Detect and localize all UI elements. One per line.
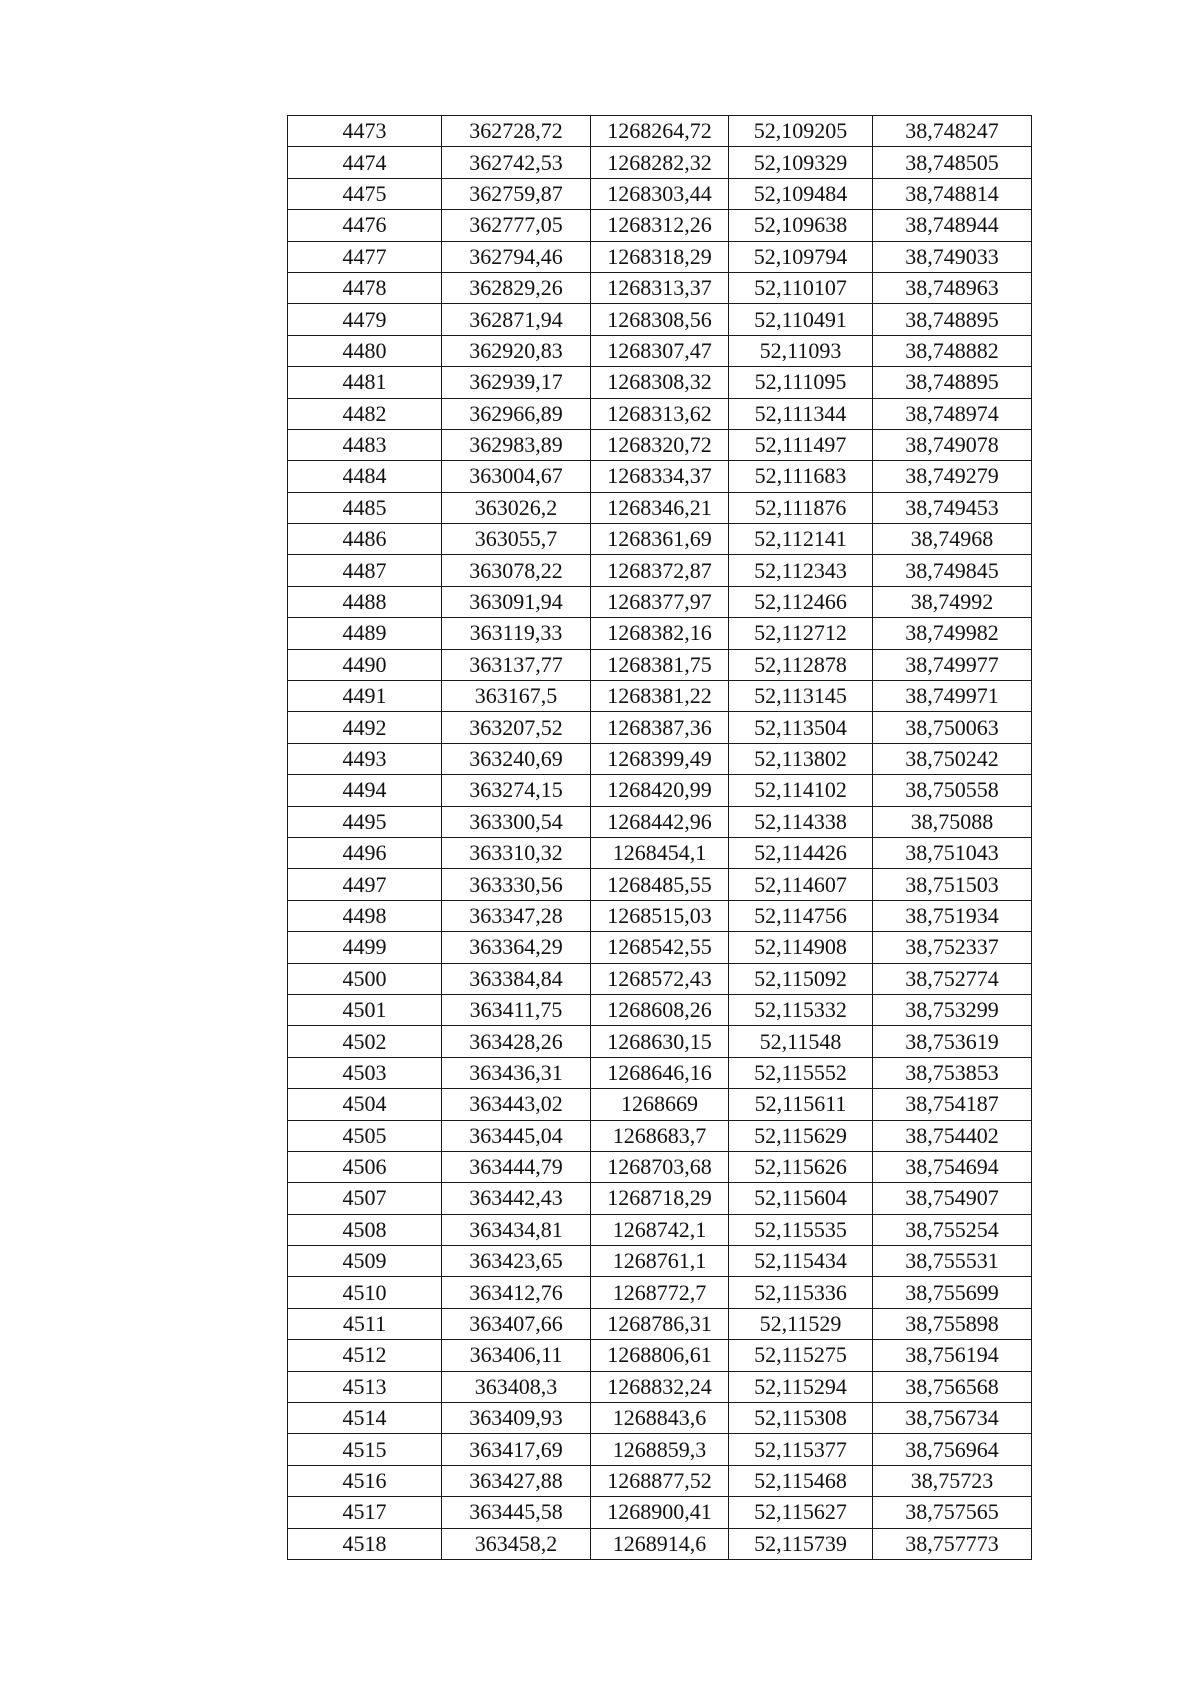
table-row: [288, 681, 1032, 712]
cell-latitude: 52,115294: [729, 1371, 873, 1402]
cell-x-coordinate: 363310,32: [442, 837, 591, 868]
table-row: [288, 1214, 1032, 1245]
cell-point-number: 4485: [288, 492, 442, 523]
cell-latitude: 52,114908: [729, 932, 873, 963]
cell-point-number: 4498: [288, 900, 442, 931]
cell-y-coordinate: 1268859,3: [591, 1434, 729, 1465]
table-row: [288, 1120, 1032, 1151]
cell-point-number: 4507: [288, 1183, 442, 1214]
cell-longitude: 38,757773: [873, 1528, 1032, 1559]
cell-point-number: 4490: [288, 649, 442, 680]
cell-longitude: 38,748895: [873, 304, 1032, 335]
cell-y-coordinate: 1268308,56: [591, 304, 729, 335]
cell-point-number: 4506: [288, 1151, 442, 1182]
table-row: [288, 963, 1032, 994]
cell-x-coordinate: 363434,81: [442, 1214, 591, 1245]
cell-point-number: 4502: [288, 1026, 442, 1057]
cell-x-coordinate: 363412,76: [442, 1277, 591, 1308]
cell-latitude: 52,114338: [729, 806, 873, 837]
cell-point-number: 4501: [288, 994, 442, 1025]
table-row: [288, 1277, 1032, 1308]
cell-y-coordinate: 1268914,6: [591, 1528, 729, 1559]
table-row: [288, 837, 1032, 868]
table-row: [288, 492, 1032, 523]
cell-y-coordinate: 1268377,97: [591, 586, 729, 617]
cell-point-number: 4494: [288, 775, 442, 806]
cell-x-coordinate: 363119,33: [442, 618, 591, 649]
cell-y-coordinate: 1268399,49: [591, 743, 729, 774]
table-row: [288, 461, 1032, 492]
cell-x-coordinate: 363409,93: [442, 1403, 591, 1434]
cell-x-coordinate: 363078,22: [442, 555, 591, 586]
cell-x-coordinate: 363004,67: [442, 461, 591, 492]
cell-point-number: 4480: [288, 335, 442, 366]
cell-point-number: 4491: [288, 681, 442, 712]
cell-latitude: 52,115377: [729, 1434, 873, 1465]
table-row: [288, 900, 1032, 931]
table-row: [288, 524, 1032, 555]
cell-latitude: 52,113504: [729, 712, 873, 743]
cell-y-coordinate: 1268832,24: [591, 1371, 729, 1402]
cell-longitude: 38,751934: [873, 900, 1032, 931]
cell-longitude: 38,748247: [873, 116, 1032, 147]
coordinates-table: [287, 115, 1032, 1560]
cell-y-coordinate: 1268683,7: [591, 1120, 729, 1151]
cell-point-number: 4489: [288, 618, 442, 649]
cell-y-coordinate: 1268542,55: [591, 932, 729, 963]
table-row: [288, 1465, 1032, 1496]
cell-y-coordinate: 1268900,41: [591, 1497, 729, 1528]
cell-latitude: 52,111095: [729, 367, 873, 398]
cell-x-coordinate: 362829,26: [442, 272, 591, 303]
cell-x-coordinate: 362939,17: [442, 367, 591, 398]
cell-latitude: 52,114756: [729, 900, 873, 931]
cell-latitude: 52,111876: [729, 492, 873, 523]
cell-x-coordinate: 362920,83: [442, 335, 591, 366]
cell-y-coordinate: 1268318,29: [591, 241, 729, 272]
cell-point-number: 4496: [288, 837, 442, 868]
cell-latitude: 52,115468: [729, 1465, 873, 1496]
cell-longitude: 38,74968: [873, 524, 1032, 555]
table-row: [288, 1089, 1032, 1120]
cell-latitude: 52,111683: [729, 461, 873, 492]
cell-x-coordinate: 363443,02: [442, 1089, 591, 1120]
cell-x-coordinate: 363026,2: [442, 492, 591, 523]
cell-y-coordinate: 1268454,1: [591, 837, 729, 868]
cell-y-coordinate: 1268772,7: [591, 1277, 729, 1308]
cell-point-number: 4495: [288, 806, 442, 837]
cell-y-coordinate: 1268485,55: [591, 869, 729, 900]
table-row: [288, 1057, 1032, 1088]
table-row: [288, 932, 1032, 963]
cell-x-coordinate: 363417,69: [442, 1434, 591, 1465]
coordinates-table-body: [288, 116, 1032, 1560]
cell-x-coordinate: 363300,54: [442, 806, 591, 837]
cell-longitude: 38,752337: [873, 932, 1032, 963]
cell-y-coordinate: 1268313,62: [591, 398, 729, 429]
table-row: [288, 1308, 1032, 1339]
cell-longitude: 38,75723: [873, 1465, 1032, 1496]
cell-point-number: 4475: [288, 178, 442, 209]
cell-latitude: 52,111497: [729, 429, 873, 460]
cell-y-coordinate: 1268630,15: [591, 1026, 729, 1057]
table-row: [288, 1246, 1032, 1277]
cell-longitude: 38,755254: [873, 1214, 1032, 1245]
cell-y-coordinate: 1268303,44: [591, 178, 729, 209]
cell-longitude: 38,756734: [873, 1403, 1032, 1434]
cell-point-number: 4503: [288, 1057, 442, 1088]
cell-x-coordinate: 363091,94: [442, 586, 591, 617]
table-row: [288, 1497, 1032, 1528]
cell-latitude: 52,110107: [729, 272, 873, 303]
cell-longitude: 38,755898: [873, 1308, 1032, 1339]
cell-point-number: 4511: [288, 1308, 442, 1339]
table-row: [288, 1371, 1032, 1402]
cell-point-number: 4504: [288, 1089, 442, 1120]
cell-x-coordinate: 363407,66: [442, 1308, 591, 1339]
cell-longitude: 38,749078: [873, 429, 1032, 460]
cell-point-number: 4493: [288, 743, 442, 774]
table-row: [288, 1183, 1032, 1214]
cell-point-number: 4484: [288, 461, 442, 492]
cell-point-number: 4505: [288, 1120, 442, 1151]
cell-latitude: 52,109205: [729, 116, 873, 147]
cell-y-coordinate: 1268320,72: [591, 429, 729, 460]
cell-latitude: 52,114607: [729, 869, 873, 900]
cell-latitude: 52,115535: [729, 1214, 873, 1245]
table-row: [288, 806, 1032, 837]
cell-y-coordinate: 1268382,16: [591, 618, 729, 649]
cell-y-coordinate: 1268877,52: [591, 1465, 729, 1496]
cell-latitude: 52,112878: [729, 649, 873, 680]
cell-y-coordinate: 1268381,75: [591, 649, 729, 680]
cell-x-coordinate: 363442,43: [442, 1183, 591, 1214]
cell-x-coordinate: 363364,29: [442, 932, 591, 963]
cell-point-number: 4513: [288, 1371, 442, 1402]
cell-longitude: 38,748944: [873, 210, 1032, 241]
cell-latitude: 52,113802: [729, 743, 873, 774]
cell-latitude: 52,115552: [729, 1057, 873, 1088]
cell-longitude: 38,749279: [873, 461, 1032, 492]
cell-point-number: 4476: [288, 210, 442, 241]
cell-y-coordinate: 1268308,32: [591, 367, 729, 398]
table-row: [288, 335, 1032, 366]
table-row: [288, 775, 1032, 806]
cell-longitude: 38,751043: [873, 837, 1032, 868]
cell-latitude: 52,113145: [729, 681, 873, 712]
cell-point-number: 4492: [288, 712, 442, 743]
cell-latitude: 52,11093: [729, 335, 873, 366]
cell-x-coordinate: 363347,28: [442, 900, 591, 931]
cell-x-coordinate: 363411,75: [442, 994, 591, 1025]
cell-longitude: 38,754187: [873, 1089, 1032, 1120]
cell-x-coordinate: 363384,84: [442, 963, 591, 994]
table-row: [288, 1528, 1032, 1559]
cell-longitude: 38,748505: [873, 147, 1032, 178]
cell-longitude: 38,749977: [873, 649, 1032, 680]
cell-y-coordinate: 1268387,36: [591, 712, 729, 743]
cell-latitude: 52,112343: [729, 555, 873, 586]
table-row: [288, 712, 1032, 743]
cell-y-coordinate: 1268572,43: [591, 963, 729, 994]
cell-latitude: 52,115627: [729, 1497, 873, 1528]
cell-latitude: 52,112712: [729, 618, 873, 649]
cell-point-number: 4479: [288, 304, 442, 335]
cell-point-number: 4488: [288, 586, 442, 617]
cell-longitude: 38,750063: [873, 712, 1032, 743]
cell-x-coordinate: 363427,88: [442, 1465, 591, 1496]
table-row: [288, 1434, 1032, 1465]
cell-longitude: 38,750242: [873, 743, 1032, 774]
cell-latitude: 52,115629: [729, 1120, 873, 1151]
cell-y-coordinate: 1268420,99: [591, 775, 729, 806]
table-row: [288, 586, 1032, 617]
cell-latitude: 52,115336: [729, 1277, 873, 1308]
cell-point-number: 4482: [288, 398, 442, 429]
cell-longitude: 38,754907: [873, 1183, 1032, 1214]
cell-longitude: 38,748814: [873, 178, 1032, 209]
cell-point-number: 4514: [288, 1403, 442, 1434]
cell-latitude: 52,115611: [729, 1089, 873, 1120]
cell-longitude: 38,751503: [873, 869, 1032, 900]
cell-longitude: 38,754402: [873, 1120, 1032, 1151]
cell-latitude: 52,115092: [729, 963, 873, 994]
cell-longitude: 38,757565: [873, 1497, 1032, 1528]
cell-y-coordinate: 1268346,21: [591, 492, 729, 523]
cell-point-number: 4509: [288, 1246, 442, 1277]
cell-y-coordinate: 1268742,1: [591, 1214, 729, 1245]
cell-latitude: 52,115275: [729, 1340, 873, 1371]
cell-longitude: 38,756194: [873, 1340, 1032, 1371]
cell-longitude: 38,749033: [873, 241, 1032, 272]
cell-latitude: 52,109329: [729, 147, 873, 178]
table-row: [288, 869, 1032, 900]
cell-point-number: 4518: [288, 1528, 442, 1559]
cell-point-number: 4516: [288, 1465, 442, 1496]
cell-point-number: 4478: [288, 272, 442, 303]
table-row: [288, 429, 1032, 460]
cell-latitude: 52,114102: [729, 775, 873, 806]
cell-x-coordinate: 363406,11: [442, 1340, 591, 1371]
table-row: [288, 618, 1032, 649]
cell-latitude: 52,115626: [729, 1151, 873, 1182]
cell-x-coordinate: 363444,79: [442, 1151, 591, 1182]
cell-y-coordinate: 1268372,87: [591, 555, 729, 586]
cell-longitude: 38,752774: [873, 963, 1032, 994]
cell-point-number: 4508: [288, 1214, 442, 1245]
cell-longitude: 38,755699: [873, 1277, 1032, 1308]
table-row: [288, 1151, 1032, 1182]
cell-point-number: 4477: [288, 241, 442, 272]
cell-point-number: 4510: [288, 1277, 442, 1308]
cell-longitude: 38,756964: [873, 1434, 1032, 1465]
cell-point-number: 4483: [288, 429, 442, 460]
cell-y-coordinate: 1268334,37: [591, 461, 729, 492]
cell-longitude: 38,74992: [873, 586, 1032, 617]
cell-longitude: 38,749453: [873, 492, 1032, 523]
cell-point-number: 4500: [288, 963, 442, 994]
cell-latitude: 52,109638: [729, 210, 873, 241]
cell-y-coordinate: 1268282,32: [591, 147, 729, 178]
cell-x-coordinate: 362759,87: [442, 178, 591, 209]
cell-x-coordinate: 363436,31: [442, 1057, 591, 1088]
table-row: [288, 743, 1032, 774]
cell-y-coordinate: 1268312,26: [591, 210, 729, 241]
cell-latitude: 52,115739: [729, 1528, 873, 1559]
cell-longitude: 38,753619: [873, 1026, 1032, 1057]
table-row: [288, 994, 1032, 1025]
cell-point-number: 4473: [288, 116, 442, 147]
cell-y-coordinate: 1268786,31: [591, 1308, 729, 1339]
table-row: [288, 116, 1032, 147]
cell-latitude: 52,11529: [729, 1308, 873, 1339]
cell-longitude: 38,749971: [873, 681, 1032, 712]
table-row: [288, 555, 1032, 586]
cell-longitude: 38,75088: [873, 806, 1032, 837]
cell-y-coordinate: 1268806,61: [591, 1340, 729, 1371]
cell-latitude: 52,112141: [729, 524, 873, 555]
cell-y-coordinate: 1268307,47: [591, 335, 729, 366]
cell-longitude: 38,755531: [873, 1246, 1032, 1277]
cell-latitude: 52,115434: [729, 1246, 873, 1277]
cell-y-coordinate: 1268646,16: [591, 1057, 729, 1088]
cell-latitude: 52,114426: [729, 837, 873, 868]
cell-latitude: 52,11548: [729, 1026, 873, 1057]
cell-x-coordinate: 363458,2: [442, 1528, 591, 1559]
cell-latitude: 52,115308: [729, 1403, 873, 1434]
cell-x-coordinate: 363137,77: [442, 649, 591, 680]
cell-point-number: 4481: [288, 367, 442, 398]
cell-x-coordinate: 362742,53: [442, 147, 591, 178]
table-row: [288, 272, 1032, 303]
cell-latitude: 52,110491: [729, 304, 873, 335]
cell-x-coordinate: 362728,72: [442, 116, 591, 147]
cell-longitude: 38,749982: [873, 618, 1032, 649]
cell-y-coordinate: 1268361,69: [591, 524, 729, 555]
cell-y-coordinate: 1268761,1: [591, 1246, 729, 1277]
cell-point-number: 4497: [288, 869, 442, 900]
cell-longitude: 38,756568: [873, 1371, 1032, 1402]
cell-point-number: 4515: [288, 1434, 442, 1465]
cell-point-number: 4512: [288, 1340, 442, 1371]
cell-y-coordinate: 1268669: [591, 1089, 729, 1120]
table-row: [288, 304, 1032, 335]
table-row: [288, 1403, 1032, 1434]
table-row: [288, 1340, 1032, 1371]
cell-longitude: 38,748895: [873, 367, 1032, 398]
table-row: [288, 649, 1032, 680]
cell-y-coordinate: 1268843,6: [591, 1403, 729, 1434]
cell-x-coordinate: 362794,46: [442, 241, 591, 272]
cell-x-coordinate: 363408,3: [442, 1371, 591, 1402]
cell-x-coordinate: 363055,7: [442, 524, 591, 555]
cell-latitude: 52,109484: [729, 178, 873, 209]
cell-longitude: 38,748974: [873, 398, 1032, 429]
table-row: [288, 367, 1032, 398]
cell-x-coordinate: 362983,89: [442, 429, 591, 460]
cell-latitude: 52,115332: [729, 994, 873, 1025]
cell-latitude: 52,109794: [729, 241, 873, 272]
cell-latitude: 52,115604: [729, 1183, 873, 1214]
cell-point-number: 4487: [288, 555, 442, 586]
cell-x-coordinate: 362966,89: [442, 398, 591, 429]
cell-longitude: 38,748963: [873, 272, 1032, 303]
cell-longitude: 38,754694: [873, 1151, 1032, 1182]
cell-x-coordinate: 363274,15: [442, 775, 591, 806]
cell-y-coordinate: 1268442,96: [591, 806, 729, 837]
cell-x-coordinate: 363207,52: [442, 712, 591, 743]
cell-longitude: 38,750558: [873, 775, 1032, 806]
cell-x-coordinate: 363428,26: [442, 1026, 591, 1057]
table-row: [288, 1026, 1032, 1057]
cell-longitude: 38,748882: [873, 335, 1032, 366]
table-row: [288, 398, 1032, 429]
cell-x-coordinate: 363423,65: [442, 1246, 591, 1277]
cell-x-coordinate: 363445,04: [442, 1120, 591, 1151]
cell-y-coordinate: 1268264,72: [591, 116, 729, 147]
cell-x-coordinate: 363240,69: [442, 743, 591, 774]
cell-point-number: 4517: [288, 1497, 442, 1528]
cell-y-coordinate: 1268608,26: [591, 994, 729, 1025]
cell-point-number: 4486: [288, 524, 442, 555]
cell-x-coordinate: 362871,94: [442, 304, 591, 335]
cell-x-coordinate: 363330,56: [442, 869, 591, 900]
cell-y-coordinate: 1268718,29: [591, 1183, 729, 1214]
cell-longitude: 38,753853: [873, 1057, 1032, 1088]
cell-y-coordinate: 1268313,37: [591, 272, 729, 303]
cell-longitude: 38,753299: [873, 994, 1032, 1025]
cell-latitude: 52,112466: [729, 586, 873, 617]
table-row: [288, 147, 1032, 178]
cell-x-coordinate: 363167,5: [442, 681, 591, 712]
table-row: [288, 178, 1032, 209]
cell-x-coordinate: 362777,05: [442, 210, 591, 241]
cell-latitude: 52,111344: [729, 398, 873, 429]
cell-y-coordinate: 1268515,03: [591, 900, 729, 931]
cell-y-coordinate: 1268381,22: [591, 681, 729, 712]
cell-point-number: 4499: [288, 932, 442, 963]
cell-longitude: 38,749845: [873, 555, 1032, 586]
table-row: [288, 210, 1032, 241]
cell-point-number: 4474: [288, 147, 442, 178]
cell-x-coordinate: 363445,58: [442, 1497, 591, 1528]
table-row: [288, 241, 1032, 272]
cell-y-coordinate: 1268703,68: [591, 1151, 729, 1182]
